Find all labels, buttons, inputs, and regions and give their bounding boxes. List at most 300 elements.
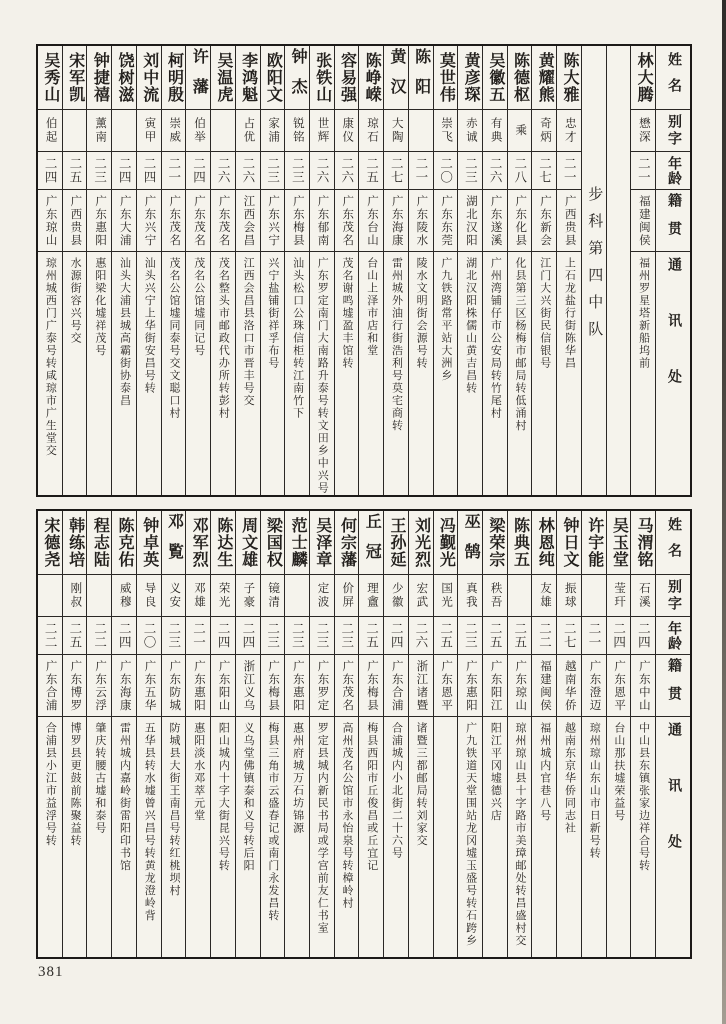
person-native: 广东琼山 [38, 190, 62, 252]
person-age: 二三 [310, 617, 334, 655]
person-native: 广东恩平 [434, 655, 458, 717]
person-addr [434, 717, 458, 957]
person-name: 张铁山 [310, 46, 334, 110]
person-native: 广东博罗 [63, 655, 87, 717]
person-name: 陈德枢 [508, 46, 532, 110]
person-alias: 忠才 [557, 110, 581, 152]
person-name: 陈大雅 [557, 46, 581, 110]
person-native: 广东兴宁 [137, 190, 161, 252]
header-age: 年龄 [656, 152, 690, 190]
person-addr: 汕头兴宁上华街安昌号转 [143, 257, 156, 395]
person-age: 二五 [63, 617, 87, 655]
person-age: 二六 [409, 617, 433, 655]
person-age: 二三 [162, 617, 186, 655]
roster-column [383, 511, 408, 957]
person-addr: 湖北汉阳株儒山黄吉昌转 [464, 257, 477, 395]
roster-column [284, 46, 309, 495]
person-name: 林大腾 [631, 46, 655, 110]
roster-column [556, 511, 581, 957]
person-alias: 义安 [162, 575, 186, 617]
person-native: 广东陵水 [409, 190, 433, 252]
roster-column [161, 46, 186, 495]
person-age: 二〇 [137, 617, 161, 655]
person-native: 广东遂溪 [483, 190, 507, 252]
person-alias [211, 110, 235, 152]
person-age: 二三 [285, 617, 309, 655]
person-name: 黄彦琛 [458, 46, 482, 110]
person-alias [87, 575, 111, 617]
person-name: 程志陆 [87, 511, 111, 575]
person-alias: 振球 [557, 575, 581, 617]
person-age: 二三 [261, 152, 285, 190]
roster-column [235, 46, 260, 495]
person-alias: 国光 [434, 575, 458, 617]
person-native: 广东合浦 [384, 655, 408, 717]
person-addr: 化县第三区杨梅市邮局转低涌村 [514, 257, 527, 432]
person-addr: 惠阳梁化墟祥茂号 [93, 257, 106, 357]
roster-column [235, 511, 260, 957]
roster-column [457, 511, 482, 957]
roster-column [358, 511, 383, 957]
person-addr: 水源街容兴号交 [69, 257, 82, 345]
person-age: 二一 [409, 152, 433, 190]
roster-column [309, 46, 334, 495]
person-age: 二四 [137, 152, 161, 190]
person-native: 广东阳江 [483, 655, 507, 717]
person-age: 二一 [186, 617, 210, 655]
person-alias: 莹玕 [607, 575, 631, 617]
person-age: 二二 [38, 617, 62, 655]
roster-column [334, 511, 359, 957]
person-addr: 中山县东镇张家边祥合号转 [637, 722, 650, 872]
roster-column [531, 511, 556, 957]
person-age: 二四 [631, 617, 655, 655]
person-age: 二四 [211, 617, 235, 655]
person-alias: 伯起 [38, 110, 62, 152]
person-native: 广东台山 [359, 190, 383, 252]
person-name: 刘中流 [137, 46, 161, 110]
person-native: 广东中山 [631, 655, 655, 717]
person-addr: 雷州城内嘉岭街雷阳印书馆 [118, 722, 131, 872]
person-addr: 越南东京华侨同志社 [563, 722, 576, 835]
person-name: 吴秀山 [38, 46, 62, 110]
person-addr: 兴宁盐铺街祥孚布号 [266, 257, 279, 370]
person-name: 钟捷禧 [87, 46, 111, 110]
person-native: 广东大浦 [112, 190, 136, 252]
person-alias: 占优 [236, 110, 260, 152]
roster-column [507, 511, 532, 957]
person-addr: 诸暨三都邮局转刘家交 [415, 722, 428, 847]
person-alias: 少徽 [384, 575, 408, 617]
person-age: 二三 [285, 152, 309, 190]
person-addr: 合浦城内小北街二十六号 [390, 722, 403, 860]
roster-column [531, 46, 556, 495]
person-age: 二四 [112, 617, 136, 655]
person-alias: 宏武 [409, 575, 433, 617]
person-age: 二五 [63, 152, 87, 190]
header-alias: 别字 [656, 110, 690, 152]
person-alias: 威穆 [112, 575, 136, 617]
roster-table-upper [36, 44, 692, 497]
person-addr: 琼州城西门广泰号转咸琼市广生堂交 [44, 257, 57, 457]
person-addr: 合浦县小江市益浮号转 [44, 722, 57, 847]
person-name: 吴玉堂 [607, 511, 631, 575]
person-age: 二二 [532, 617, 556, 655]
person-name: 黄耀熊 [532, 46, 556, 110]
person-alias: 奇炳 [532, 110, 556, 152]
person-alias: 真我 [458, 575, 482, 617]
person-native: 广东茂名 [186, 190, 210, 252]
person-addr: 雷州城外油行街浩利号莫宅商转 [390, 257, 403, 432]
person-native: 广东澄迈 [582, 655, 606, 717]
person-addr: 广东罗定南门大南路升泰号转文田乡中兴号 [316, 257, 329, 495]
person-native: 广东东莞 [434, 190, 458, 252]
roster-column [482, 511, 507, 957]
person-name: 巫鹄 [458, 511, 482, 575]
roster-column [556, 46, 581, 495]
person-native: 广东茂名 [335, 655, 359, 717]
person-alias: 伯举 [186, 110, 210, 152]
person-native: 越南华侨 [557, 655, 581, 717]
person-alias: 邓雄 [186, 575, 210, 617]
person-native: 广东惠阳 [186, 655, 210, 717]
person-age: 二六 [236, 152, 260, 190]
person-age: 二〇 [434, 152, 458, 190]
person-addr: 肇庆转腰古墟和泰号 [93, 722, 106, 835]
person-native: 广东惠阳 [458, 655, 482, 717]
person-addr: 汕头松口公珠信柜转江南竹下 [291, 257, 304, 420]
person-alias: 荣光 [211, 575, 235, 617]
person-alias: 崇飞 [434, 110, 458, 152]
person-name: 吴泽章 [310, 511, 334, 575]
person-addr: 博罗县更鼓前陈聚益转 [69, 722, 82, 847]
person-alias: 家浦 [261, 110, 285, 152]
person-age: 二四 [607, 617, 631, 655]
person-name: 李鸿魁 [236, 46, 260, 110]
person-alias: 懋深 [631, 110, 655, 152]
person-alias: 寅甲 [137, 110, 161, 152]
person-alias: 子豪 [236, 575, 260, 617]
person-name: 马渭铭 [631, 511, 655, 575]
person-name: 陈克佑 [112, 511, 136, 575]
spacer-column [606, 46, 631, 495]
person-native: 广东云浮 [87, 655, 111, 717]
person-alias: 定波 [310, 575, 334, 617]
person-name: 邓军烈 [186, 511, 210, 575]
person-addr: 福州罗星塔新船坞前 [637, 257, 650, 370]
header-column [655, 511, 690, 957]
header-age: 年龄 [656, 617, 690, 655]
person-addr: 台山那扶墟荣益号 [612, 722, 625, 822]
person-name: 韩练培 [63, 511, 87, 575]
person-age: 二六 [335, 152, 359, 190]
person-addr: 罗定县城内新民书局或学宫前友仁书室 [316, 722, 329, 935]
person-name: 梁荣宗 [483, 511, 507, 575]
person-native: 福建闽侯 [532, 655, 556, 717]
roster-column [210, 511, 235, 957]
person-alias [63, 110, 87, 152]
person-addr: 陵水文明街会源号转 [415, 257, 428, 370]
person-alias [508, 575, 532, 617]
person-name: 欧阳文 [261, 46, 285, 110]
person-addr: 琼州琼山东山市日新号转 [588, 722, 601, 860]
person-alias: 价屏 [335, 575, 359, 617]
person-addr: 义乌堂佛镇泰和义号转后阳 [242, 722, 255, 872]
roster-column [161, 511, 186, 957]
person-age: 二六 [211, 152, 235, 190]
person-age: 二八 [508, 152, 532, 190]
person-native: 广东郁南 [310, 190, 334, 252]
person-age: 二三 [458, 152, 482, 190]
person-native: 广东梅县 [359, 655, 383, 717]
person-name: 钟卓英 [137, 511, 161, 575]
roster-column [136, 511, 161, 957]
person-alias: 崇威 [162, 110, 186, 152]
person-name: 宋德尧 [38, 511, 62, 575]
person-native: 广东化县 [508, 190, 532, 252]
person-native: 福建闽侯 [631, 190, 655, 252]
person-alias: 乘 [508, 110, 532, 152]
person-name: 陈达生 [211, 511, 235, 575]
person-alias [285, 575, 309, 617]
section-label: 步科第四中队 [586, 186, 603, 348]
person-name: 容易强 [335, 46, 359, 110]
person-native: 江西会昌 [236, 190, 260, 252]
roster-column [457, 46, 482, 495]
person-native: 广西贵县 [63, 190, 87, 252]
roster-column [482, 46, 507, 495]
roster-column [433, 511, 458, 957]
person-alias: 理盦 [359, 575, 383, 617]
person-age: 二五 [434, 617, 458, 655]
person-age: 二三 [335, 617, 359, 655]
person-name: 王孙延 [384, 511, 408, 575]
roster-column [358, 46, 383, 495]
person-age: 二六 [310, 152, 334, 190]
person-age: 二一 [557, 152, 581, 190]
person-addr: 阳山城内十字大街昆兴号转 [217, 722, 230, 872]
person-addr: 高州茂名公馆市永怡泉号转樟岭村 [341, 722, 354, 910]
roster-column [630, 511, 655, 957]
person-addr: 琼州琼山县十字路市美璋邮处转昌盛村交 [514, 722, 527, 947]
person-name: 范士麟 [285, 511, 309, 575]
header-name: 姓名 [656, 46, 690, 110]
person-name: 黄汉 [384, 46, 408, 110]
person-name: 钟杰 [285, 46, 309, 110]
person-age: 二七 [532, 152, 556, 190]
person-alias: 秩吾 [483, 575, 507, 617]
roster-column [284, 511, 309, 957]
roster-column [38, 46, 62, 495]
person-addr: 五华县转水墟曾兴昌号转黄龙澄岭背 [143, 722, 156, 922]
person-native: 广东琼山 [508, 655, 532, 717]
person-name: 吴温虎 [211, 46, 235, 110]
person-addr: 梅县西阳市丘俊昌或丘宜记 [365, 722, 378, 872]
person-name: 钟日文 [557, 511, 581, 575]
person-age: 二五 [359, 152, 383, 190]
person-alias: 有典 [483, 110, 507, 152]
person-age: 二一 [162, 152, 186, 190]
person-native: 广东罗定 [310, 655, 334, 717]
roster-column [86, 46, 111, 495]
person-addr: 茂名公馆墟同泰号交文聪口村 [167, 257, 180, 420]
person-native: 广东兴宁 [261, 190, 285, 252]
person-name: 陈典五 [508, 511, 532, 575]
person-native: 浙江诸暨 [409, 655, 433, 717]
person-alias [112, 110, 136, 152]
header-native: 籍贯 [656, 655, 690, 717]
person-name: 陈峥嵘 [359, 46, 383, 110]
page-number: 381 [38, 964, 64, 980]
person-addr: 惠阳淡水邓萃元堂 [192, 722, 205, 822]
person-alias: 琼石 [359, 110, 383, 152]
person-name: 林恩纯 [532, 511, 556, 575]
roster-column [433, 46, 458, 495]
person-alias: 锐铭 [285, 110, 309, 152]
person-native: 湖北汉阳 [458, 190, 482, 252]
person-name: 饶树滋 [112, 46, 136, 110]
person-name: 邓覧 [162, 511, 186, 575]
person-alias: 石溪 [631, 575, 655, 617]
person-age: 二四 [236, 617, 260, 655]
person-native: 广东梅县 [285, 190, 309, 252]
roster-column [383, 46, 408, 495]
roster-column [260, 46, 285, 495]
roster-column [185, 511, 210, 957]
person-name: 宋军凯 [63, 46, 87, 110]
person-alias: 世辉 [310, 110, 334, 152]
scan-edge-shadow [722, 0, 726, 1024]
roster-column [334, 46, 359, 495]
person-age: 二四 [38, 152, 62, 190]
person-addr: 茂名谢鸣墟盈丰馆转 [341, 257, 354, 370]
header-native: 籍贯 [656, 190, 690, 252]
roster-column [260, 511, 285, 957]
person-native: 广东惠阳 [87, 190, 111, 252]
person-native: 广东惠阳 [285, 655, 309, 717]
header-name: 姓名 [656, 511, 690, 575]
person-name: 何宗藩 [335, 511, 359, 575]
roster-table-lower [36, 509, 692, 959]
roster-column [38, 511, 62, 957]
person-name: 陈阳 [409, 46, 433, 110]
person-age: 二五 [359, 617, 383, 655]
person-alias: 镜清 [261, 575, 285, 617]
person-native: 广东海康 [112, 655, 136, 717]
person-age: 二四 [112, 152, 136, 190]
person-name: 柯明殷 [162, 46, 186, 110]
roster-column [111, 46, 136, 495]
person-age: 二一 [631, 152, 655, 190]
person-age: 二四 [186, 152, 210, 190]
person-age: 二三 [261, 617, 285, 655]
person-addr: 茂名整头市邮政代办所转彭村 [217, 257, 230, 420]
person-native: 广东茂名 [162, 190, 186, 252]
person-age: 二三 [87, 152, 111, 190]
person-addr: 梅县三角市云盛春记或南门永发昌转 [266, 722, 279, 922]
person-addr: 广九铁路常平站大洲乡 [439, 257, 452, 382]
person-age: 二五 [508, 617, 532, 655]
person-native: 广东新会 [532, 190, 556, 252]
person-addr: 台山上泽市店和堂 [365, 257, 378, 357]
person-native: 广东海康 [384, 190, 408, 252]
person-age: 二七 [557, 617, 581, 655]
person-native: 广西贵县 [557, 190, 581, 252]
header-contact: 通讯处 [666, 257, 681, 425]
person-addr: 汕头大浦县城高霸街协泰昌 [118, 257, 131, 407]
person-age: 二五 [483, 617, 507, 655]
person-name: 梁国权 [261, 511, 285, 575]
person-alias [38, 575, 62, 617]
person-name: 冯觐光 [434, 511, 458, 575]
person-alias: 康仪 [335, 110, 359, 152]
roster-column [185, 46, 210, 495]
person-native: 广东防城 [162, 655, 186, 717]
person-alias: 薰南 [87, 110, 111, 152]
person-addr: 惠州府城万石坊锦源 [291, 722, 304, 835]
person-native: 广东五华 [137, 655, 161, 717]
person-native: 浙江义乌 [236, 655, 260, 717]
person-addr: 江西会昌县洛口市晋丰号交 [242, 257, 255, 407]
person-native: 广东阳山 [211, 655, 235, 717]
person-name: 刘光烈 [409, 511, 433, 575]
roster-column [86, 511, 111, 957]
person-alias [582, 575, 606, 617]
person-alias: 友雄 [532, 575, 556, 617]
person-age: 二二 [87, 617, 111, 655]
person-addr: 阳江平冈墟德兴店 [489, 722, 502, 822]
person-addr: 上石龙盐行街陈华昌 [563, 257, 576, 370]
roster-column [606, 511, 631, 957]
person-age: 二一 [582, 617, 606, 655]
person-alias: 大陶 [384, 110, 408, 152]
person-age: 二六 [483, 152, 507, 190]
person-addr: 江门大兴街民信银号 [538, 257, 551, 370]
person-addr: 防城县大街王南昌号转红桃坝村 [167, 722, 180, 897]
roster-column [62, 46, 87, 495]
roster-column [309, 511, 334, 957]
person-alias: 赤诚 [458, 110, 482, 152]
roster-column [136, 46, 161, 495]
person-name: 莫世伟 [434, 46, 458, 110]
person-addr: 广州湾铺仔市公安局转竹尾村 [489, 257, 502, 420]
roster-column [630, 46, 655, 495]
person-addr: 广九铁道天堂围站龙冈墟玉盛号转石跨乡 [464, 722, 477, 947]
roster-column [62, 511, 87, 957]
person-name: 丘冠 [359, 511, 383, 575]
roster-column [408, 46, 433, 495]
person-native: 广东恩平 [607, 655, 631, 717]
roster-column [210, 46, 235, 495]
person-name: 吴徽五 [483, 46, 507, 110]
header-contact: 通讯处 [666, 722, 681, 890]
person-native: 广东合浦 [38, 655, 62, 717]
person-addr: 茂名公馆墟同记号 [192, 257, 205, 357]
person-alias: 刚叔 [63, 575, 87, 617]
section-divider-column [581, 46, 606, 495]
roster-column [581, 511, 606, 957]
person-alias [409, 110, 433, 152]
roster-column [507, 46, 532, 495]
person-age: 二四 [384, 617, 408, 655]
person-native: 广东茂名 [211, 190, 235, 252]
person-addr: 福州城内官巷八号 [538, 722, 551, 822]
person-name: 许藩 [186, 46, 210, 110]
person-native: 广东梅县 [261, 655, 285, 717]
header-alias: 别字 [656, 575, 690, 617]
person-alias: 导良 [137, 575, 161, 617]
roster-column [408, 511, 433, 957]
